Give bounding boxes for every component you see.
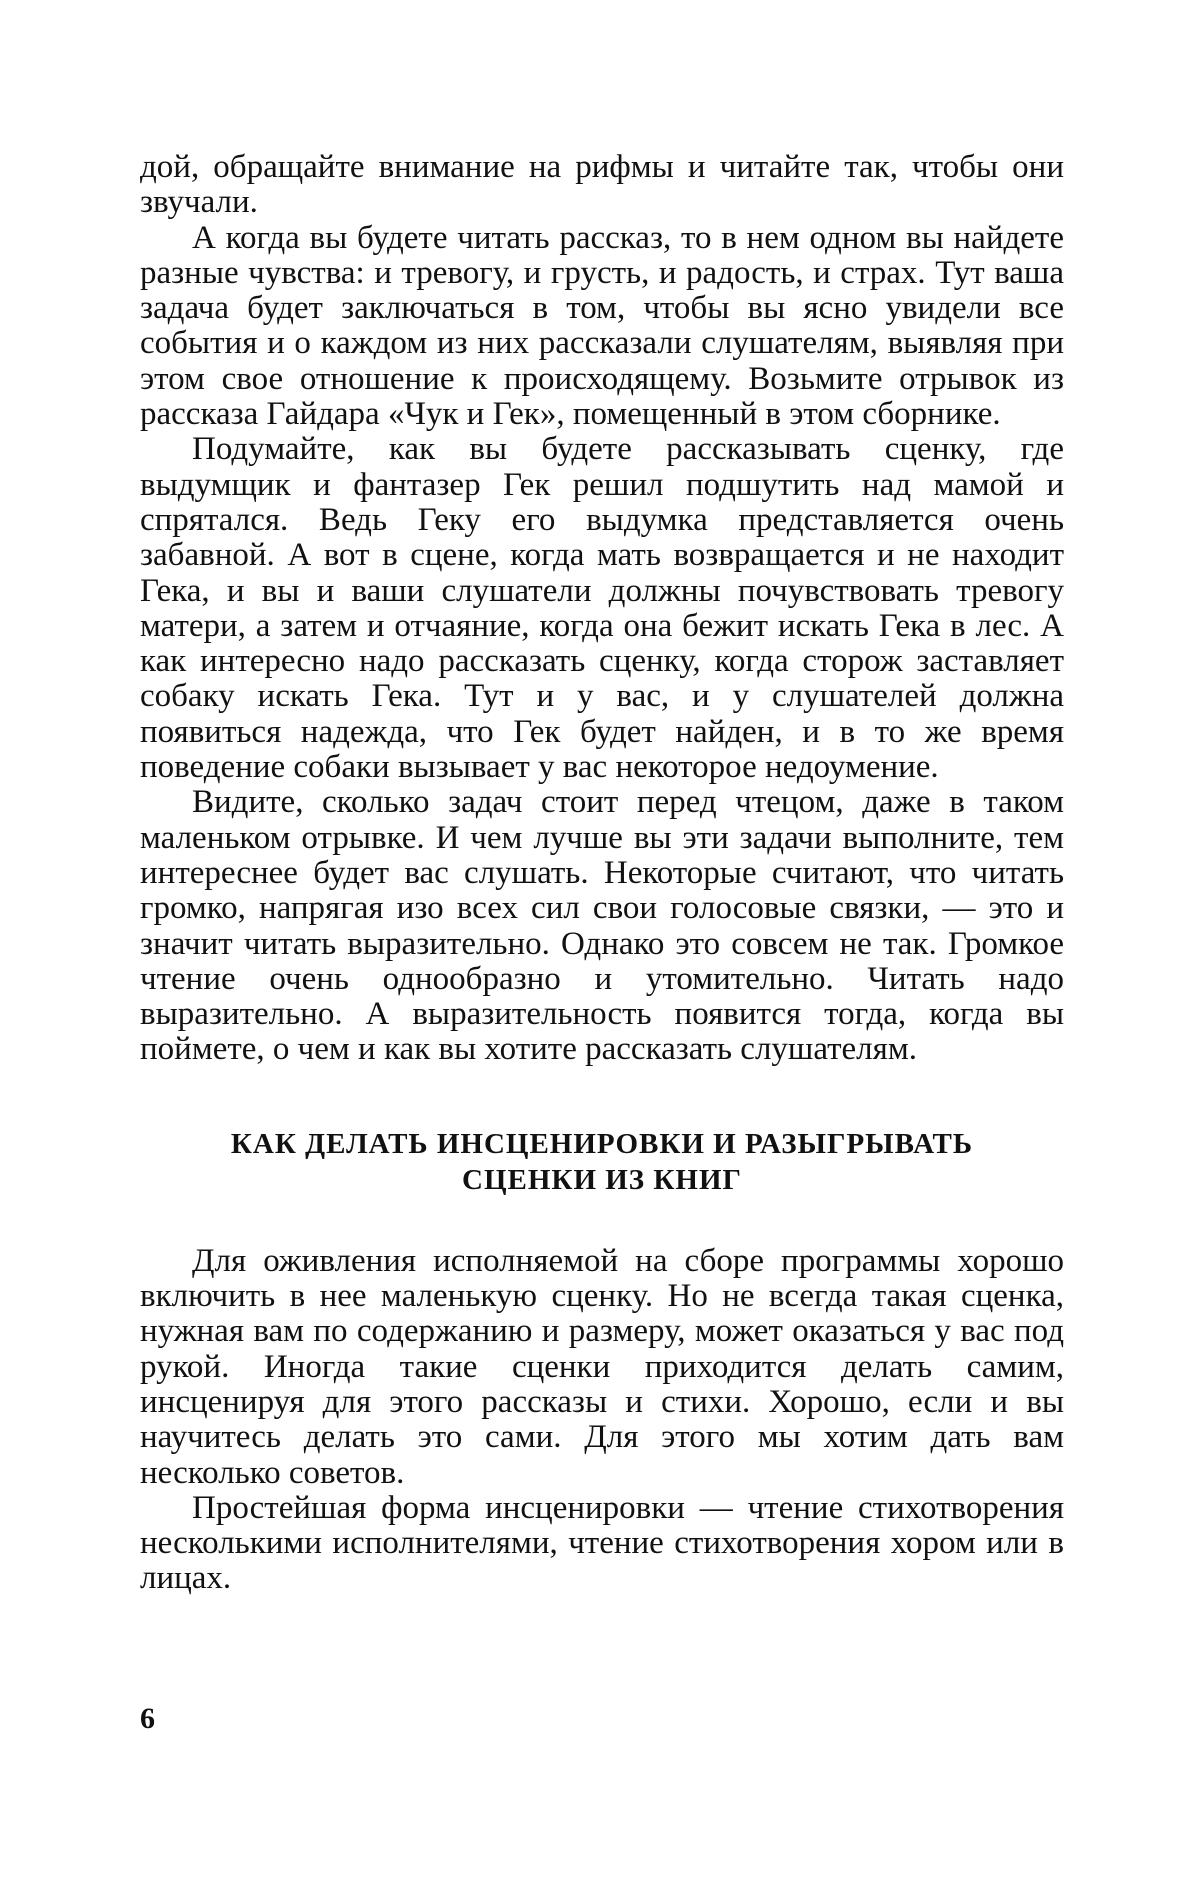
section-heading-line-1: КАК ДЕЛАТЬ ИНСЦЕНИРОВКИ И РАЗЫГРЫВАТЬ: [140, 1126, 1064, 1162]
paragraph-simplest-form: Простейшая форма инсценировки — чтение стихотворения несколькими исполнителями, чтение стихотворения хором или в лицах.: [140, 1491, 1064, 1597]
paragraph-staging-intro: Для оживления исполняемой на сборе программы хорошо включить в нее маленькую сценку. Но не всегда такая сценка, нужная вам по содержанию и размеру, может оказаться у вас под рукой. Иногда такие сценки приходится делать самим, инсценируя для этого рассказы и стихи. Хорошо, если и вы научитесь делать это сами. Для этого мы хотим дать вам несколько советов.: [140, 1244, 1064, 1491]
paragraph-reader-tasks: Видите, сколько задач стоит перед чтецом, даже в таком маленьком отрывке. И чем лучше вы эти задачи выполните, тем интереснее будет вас слушать. Некоторые считают, что читать громко, напрягая изо всех сил свои голосовые связки, — это и значит читать выразительно. Однако это совсем не так. Громкое чтение очень однообразно и утомительно. Читать надо выразительно. А выразительность появится тогда, когда вы поймете, о чем и как вы хотите рассказать слушателям.: [140, 785, 1064, 1067]
paragraph-continuation: дой, обращайте внимание на рифмы и читайте так, чтобы они звучали.: [140, 150, 1064, 221]
page-body: [140, 150, 1064, 1597]
paragraph-story-feelings: А когда вы будете читать рассказ, то в нем одном вы найдете разные чувства: и тревогу, и грусть, и радость, и страх. Тут ваша задача будет заключаться в том, чтобы вы ясно увидели все события и о каждом из них рассказали слушателям, выявляя при этом свое отношение к происходящему. Возьмите отрывок из рассказа Гайдара «Чук и Гек», помещенный в этом сборнике.: [140, 221, 1064, 433]
paragraph-scene-gek: Подумайте, как вы будете рассказывать сценку, где выдумщик и фантазер Гек решил подшутить над мамой и спрятался. Ведь Геку его выдумка представляется очень забавной. А вот в сцене, когда мать возвращается и не находит Гека, и вы и ваши слушатели должны почувствовать тревогу матери, а затем и отчаяние, когда она бежит искать Гека в лес. А как интересно надо рассказать сценку, когда сторож заставляет собаку искать Гека. Тут и у вас, и у слушателей должна появиться надежда, что Гек будет найден, и в то же время поведение собаки вызывает у вас некоторое недоумение.: [140, 432, 1064, 785]
page-number: 6: [140, 1702, 155, 1736]
section-heading-line-2: СЦЕНКИ ИЗ КНИГ: [140, 1162, 1064, 1198]
section-heading: [140, 1126, 1064, 1198]
